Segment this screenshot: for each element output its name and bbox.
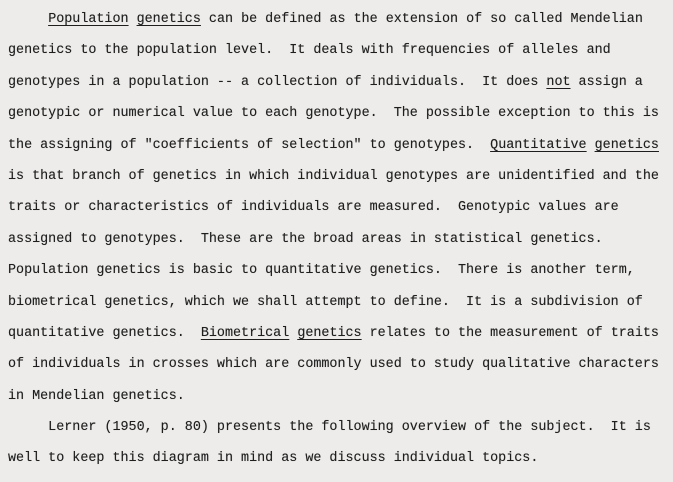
text-line (8, 67, 669, 98)
paragraph-indent (8, 12, 48, 27)
text-segment (129, 12, 137, 27)
text-segment: genotypes in a population -- a collection of individuals. It does (8, 74, 547, 90)
text-segment: Population genetics is basic to quantitative genetics. There is another term, (8, 263, 635, 279)
underlined-term-genetics: genetics (136, 12, 201, 27)
text-segment (587, 138, 595, 153)
underlined-term-genetics: genetics (594, 137, 659, 153)
text-segment: is that branch of genetics in which individual genotypes are unidentified and the (8, 168, 659, 184)
text-line (8, 255, 669, 286)
text-line (8, 318, 669, 349)
text-segment: biometrical genetics, which we shall attempt to define. It is a subdivision of (8, 294, 643, 310)
text-segment: genotypic or numerical value to each genotype. The possible exception to this is (8, 106, 659, 122)
text-segment: assigned to genotypes. These are the broad areas in statistical genetics. (8, 231, 603, 247)
underlined-term-not: not (546, 74, 571, 90)
text-segment: genetics to the population level. It deals with frequencies of alleles and (8, 43, 611, 59)
underlined-term-genetics: genetics (297, 325, 362, 341)
text-segment: quantitative genetics. (8, 325, 201, 341)
text-segment: relates to the measurement of traits (361, 325, 659, 341)
text-line (8, 130, 669, 161)
text-segment: Lerner (1950, p. 80) presents the following overview of the subject. It is (8, 420, 651, 436)
text-segment: traits or characteristics of individuals are measured. Genotypic values are (8, 200, 619, 216)
text-line (8, 161, 669, 192)
text-line (8, 381, 669, 412)
text-line (8, 192, 669, 223)
text-line (8, 349, 669, 380)
text-line (8, 443, 669, 474)
text-segment: can be defined as the extension of so called Mendelian (200, 12, 643, 27)
text-line (8, 287, 669, 318)
text-line (8, 224, 669, 255)
underlined-term-biometrical: Biometrical (200, 325, 290, 341)
text-line (8, 98, 669, 129)
text-line (8, 35, 669, 66)
text-segment: assign a (570, 74, 643, 90)
underlined-term-quantitative: Quantitative (490, 137, 587, 153)
text-segment: of individuals in crosses which are commonly used to study qualitative characters (8, 357, 659, 373)
text-line (8, 412, 669, 443)
text-line (8, 4, 669, 35)
underlined-term-population: Population (48, 12, 129, 27)
text-segment: in Mendelian genetics. (8, 388, 185, 404)
text-segment: well to keep this diagram in mind as we discuss individual topics. (8, 451, 539, 467)
text-segment: the assigning of "coefficients of selection" to genotypes. (8, 137, 491, 153)
